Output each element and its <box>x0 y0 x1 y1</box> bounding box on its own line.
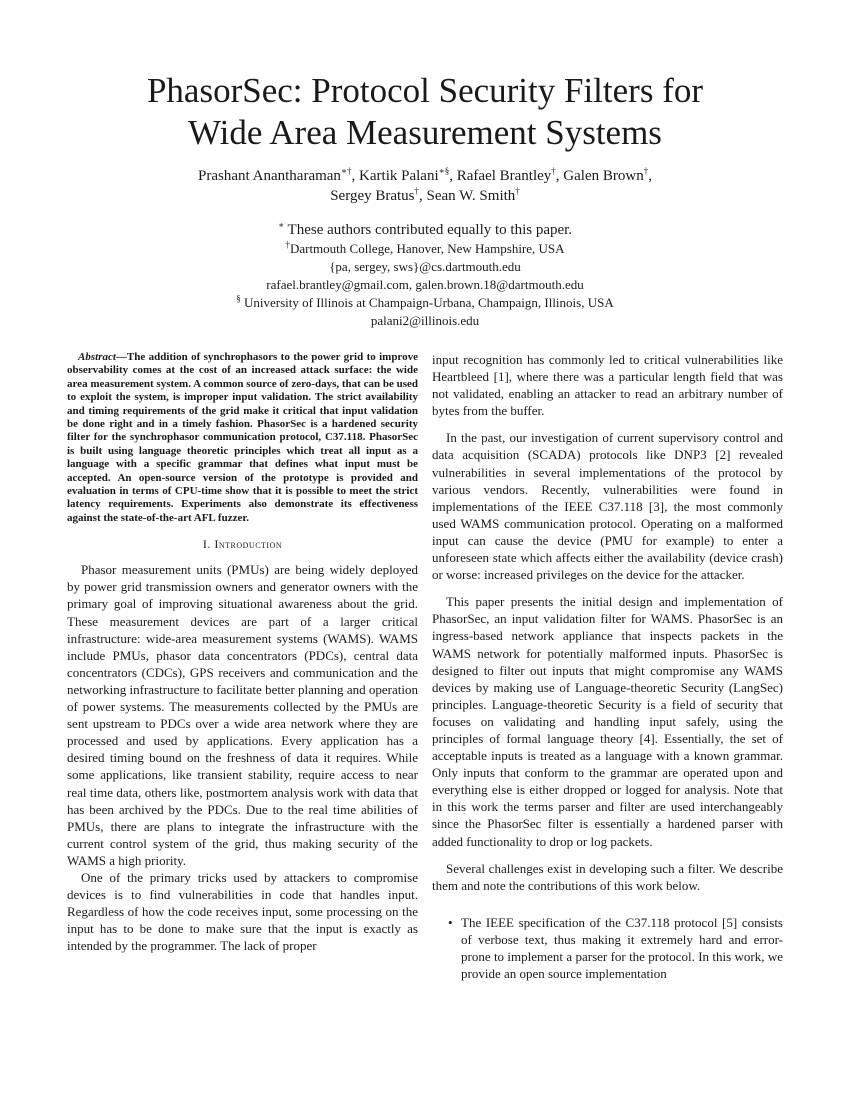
section-title: Introduction <box>214 537 283 552</box>
author-name: Galen Brown <box>563 168 644 184</box>
abstract-text: —The addition of synchrophasors to the power grid to improve observability comes at the cost of an increased attack surface: the wide area measurement system. A common source of zero-days, that can be used to exploit the system, is improper input validation. The strict availability and timing requirements of the grid make it critical that input validation be done right and in a timely fashion. PhasorSec is a hardened security filter for the synchrophasor communication protocol, C37.118. PhasorSec is built using language theoretic principles which treat all input as a language with a specific grammar that defines what input must be accepted. An open-source version of the prototype is provided and evaluation in terms of CPU-time show that it is possible to meet the strict latency requirements. Experiments also demonstrate its effectiveness against the state-of-the-art AFL fuzzer. <box>67 351 418 524</box>
author-marks: ∗§ <box>438 166 450 176</box>
illinois-mark: § <box>236 293 241 304</box>
equal-mark: ∗ <box>277 220 285 230</box>
right-column <box>432 351 783 982</box>
paragraph: Several challenges exist in developing such a filter. We describe them and note the contributions of this work below. <box>432 860 783 893</box>
affiliation-dartmouth <box>0 240 850 258</box>
abstract-label: Abstract <box>78 351 116 363</box>
author-name: Sean W. Smith <box>426 188 516 204</box>
paragraph: This paper presents the initial design and implementation of PhasorSec, an input validation filter for WAMS. PhasorSec is an ingress-based network appliance that inspects packets in the WAMS network for potentially malformed inputs. PhasorSec is designed to filter out inputs that might compromise any WAMS devices by making use of Language-theoretic Security (LangSec) principles. Language-theoretic Security is a field of security that focuses on validating and handling input safely, using the principles of formal language theory [4]. Essentially, the set of acceptable inputs is treated as a language with a known grammar. Only inputs that conform to the grammar are operated upon and everything else is either dropped or logged for analysis. Note that in this work the terms parser and filter are used interchangeably since the PhasorSec filter is essentially a hardened parser with added functionality to drop or log packets. <box>432 594 783 849</box>
illinois-text: University of Illinois at Champaign-Urbana, Champaign, Illinois, USA <box>244 295 614 310</box>
paragraph: input recognition has commonly led to critical vulnerabilities like Heartbleed [1], where there was a particular length field that was not validated, enabling an attacker to read an arbitrary number of bytes from the buffer. <box>432 352 783 419</box>
author-marks: † <box>414 186 420 196</box>
bullet-item <box>432 914 783 982</box>
dartmouth-emails: {pa, sergey, sws}@cs.dartmouth.edu <box>329 259 521 274</box>
author-name: Rafael Brantley <box>456 168 552 184</box>
other-emails: rafael.brantley@gmail.com, galen.brown.18@dartmouth.edu <box>266 277 584 292</box>
author-marks: † <box>643 166 649 176</box>
paragraph: In the past, our investigation of current supervisory control and data acquisition (SCADA) protocols like DNP3 [2] revealed vulnerabilities in several implementations of the protocol by various vendors. Recently, vulnerabilities were found in implementations of the IEEE C37.118 [3], the most commonly used WAMS communication protocol. Operating on a malformed input can cause the device (PMU for example) to enter a unforeseen state which affects either the availability (device crash) or worse: increased privileges on the device for the attacker. <box>432 430 783 583</box>
paper-title <box>0 70 850 154</box>
author-list <box>0 166 850 206</box>
author-name: Sergey Bratus <box>330 188 415 204</box>
dartmouth-mark: † <box>285 239 290 250</box>
section-heading-introduction <box>67 536 418 552</box>
paragraph: One of the primary tricks used by attackers to compromise devices is to find vulnerabilities in code that handles input. Regardless of how the code receives input, some processing on the input has to be done to make sure that the input is exactly as intended by the programmer. The lack of proper <box>67 869 418 954</box>
author-line-2: Sergey Bratus†, Sean W. Smith† <box>330 186 520 204</box>
author-marks: † <box>515 186 520 196</box>
bullet-text: The IEEE specification of the C37.118 protocol [5] consists of verbose text, thus making it extremely hard and error-prone to implement a parser for the protocol. In this work, we provide an open source implementation <box>461 914 783 982</box>
author-line-1: Prashant Anantharaman∗†, Kartik Palani∗§, Rafael Brantley†, Galen Brown†, <box>198 166 652 184</box>
left-column <box>67 351 418 954</box>
author-marks: † <box>551 166 556 176</box>
abstract <box>67 351 418 525</box>
title-line-2: Wide Area Measurement Systems <box>188 113 662 152</box>
equal-contribution-text: These authors contributed equally to this paper. <box>287 222 573 238</box>
dartmouth-text: Dartmouth College, Hanover, New Hampshire, USA <box>289 241 565 256</box>
affiliation-illinois <box>0 294 850 312</box>
title-line-1: PhasorSec: Protocol Security Filters for <box>146 71 704 110</box>
section-number: I. <box>202 537 215 552</box>
author-name: Prashant Anantharaman <box>198 168 341 184</box>
equal-contribution-note <box>0 220 850 240</box>
author-name: Kartik Palani <box>359 168 439 184</box>
illinois-email: palani2@illinois.edu <box>370 313 480 328</box>
bullet-dot: • <box>448 914 453 930</box>
author-marks: ∗† <box>340 166 352 176</box>
paragraph: Phasor measurement units (PMUs) are being widely deployed by power grid transmission owners and generator owners with the primary goal of improving situational awareness about the grid. These measurement devices are part of a larger critical infrastructure: wide-area measurement systems (WAMS). WAMS include PMUs, phasor data concentrators (PDCs), central data concentrators (CDCs), GPS receivers and communication and the networking infrastructure to facilitate better planning and operation of power systems. The measurements collected by the PMUs are sent upstream to PDCs over a wide area network where they are processed and used by applications. Every application has a desired timing bound on the freshness of data it requires. While some applications, like transient stability, require access to near real time data, others like, postmortem analysis work with data that has been archived by the PDCs. Due to the real time abilities of PMUs, there are plans to integrate the infrastructure with the current control system of the grid, thus making security of the WAMS a high priority. <box>67 562 418 868</box>
affiliations <box>0 220 850 330</box>
